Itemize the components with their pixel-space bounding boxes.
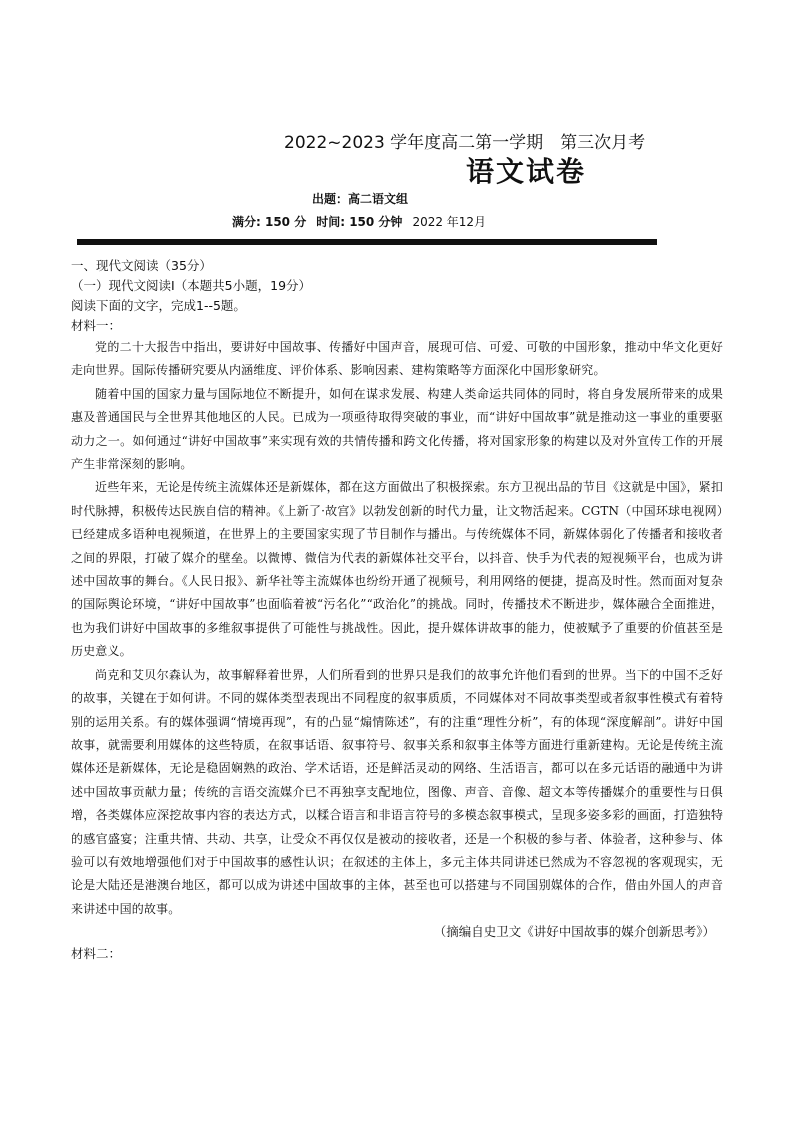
paragraph: 近些年来，无论是传统主流媒体还是新媒体，都在这方面做出了积极探索。东方卫视出品的节目《这就是中国》，紧扣时代脉搏，积极传达民族自信的精神。《上新了·故宫》以勃发创新的时代力量，让文物活起来。CGTN（中国环球电视网）已经建成多语种电视频道，在世界上的主要国家实现了节目制作与播出。与传统媒体不同，新媒体弱化了传播者和接收者之间的界限，打破了媒介的壁垒。以微博、微信为代表的新媒体社交平台，以抖音、快手为代表的短视频平台，也成为讲述中国故事的舞台。《人民日报》、新华社等主流媒体也纷纷开通了视频号，利用网络的便捷，提高及时性。然而面对复杂的国际舆论环境，“讲好中国故事”也面临着被“污名化”“政治化”的挑战。同时，传播技术不断进步，媒体融合全面推进，也为我们讲好中国故事的多维叙事提供了可能性与挑战性。因此，提升媒体讲故事的能力，使被赋予了重要的价值甚至是历史意义。	[71, 480, 723, 659]
reading-section	[71, 256, 723, 965]
header-divider	[77, 239, 657, 245]
material-two-label: 材料二：	[71, 946, 122, 962]
section-heading: 一、现代文阅读（35分）	[71, 258, 212, 273]
paragraph: 尚克和艾贝尔森认为，故事解释着世界，人们所看到的世界只是我们的故事允许他们看到的世界。当下的中国不乏好的故事，关键在于如何讲。不同的媒体类型表现出不同程度的叙事质质，不同媒体对不同故事类型或者叙事性模式有着特别的运用关系。有的媒体强调“情境再现”，有的凸显“煽情陈述”，有的注重“理性分析”，有的体现“深度解剖”。讲好中国故事，就需要利用媒体的这些特质，在叙事话语、叙事符号、叙事关系和叙事主体等方面进行重新建构。无论是传统主流媒体还是新媒体，无论是稳固娴熟的政治、学术话语，还是鲜活灵动的网络、生活语言，都可以在多元话语的融通中为讲述中国故事贡献力量；传统的言语交流媒介已不再独享支配地位，图像、声音、音像、超文本等传播媒介的重要性与日俱增，各类媒体应深挖故事内容的表达方式，以糅合语言和非语言符号的多模态叙事模式，呈现多姿多彩的画面，打造独特的感官盛宴；注重共情、共动、共享，让受众不再仅仅是被动的接收者，还是一个积极的参与者、体验者，这种参与、体验可以有效地增强他们对于中国故事的感性认识；在叙述的主体上，多元主体共同讲述已然成为不容忽视的客观现实，无论是大陆还是港澳台地区，都可以成为讲述中国故事的主体，甚至也可以搭建与不同国别媒体的合作，借由外国人的声音来讲述中国的故事。	[71, 667, 723, 916]
source-citation: （摘编自史卫文《讲好中国故事的媒介创新思考》）	[433, 924, 715, 940]
sub-section-heading: （一）现代文阅读Ⅰ（本题共5小题，19分）	[71, 278, 312, 293]
reading-instruction: 阅读下面的文字，完成1--5题。	[71, 298, 246, 313]
paragraph: 随着中国的国家力量与国际地位不断提升，如何在谋求发展、构建人类命运共同体的同时，将自身发展所带来的成果惠及普通国民与全世界其他地区的人民。已成为一项亟待取得突破的事业，而“讲好中国故事”就是推动这一事业的重要驱动力之一。如何通过“讲好中国故事”来实现有效的共情传播和跨文化传播，将对国家形象的构建以及对外宣传工作的开展产生非常深刻的影响。	[71, 386, 723, 472]
exam-meta	[232, 213, 486, 230]
time-limit-label: 时间: 150 分钟	[316, 215, 403, 229]
full-score-label: 满分: 150 分	[232, 215, 307, 229]
paragraph: 党的二十大报告中指出，要讲好中国故事、传播好中国声音，展现可信、可爱、可敬的中国形象，推动中华文化更好走向世界。国际传播研究要从内涵维度、评价体系、影响因素、建构策略等方面深化中国形象研究。	[71, 340, 723, 378]
exam-author: 出题：高二语文组	[312, 192, 409, 206]
exam-title: 语文试卷	[466, 155, 587, 188]
material-one-label: 材料一：	[71, 318, 122, 333]
exam-date: 2022 年12月	[412, 215, 487, 229]
exam-term-heading: 2022~2023 学年度高二第一学期 第三次月考	[284, 133, 646, 153]
